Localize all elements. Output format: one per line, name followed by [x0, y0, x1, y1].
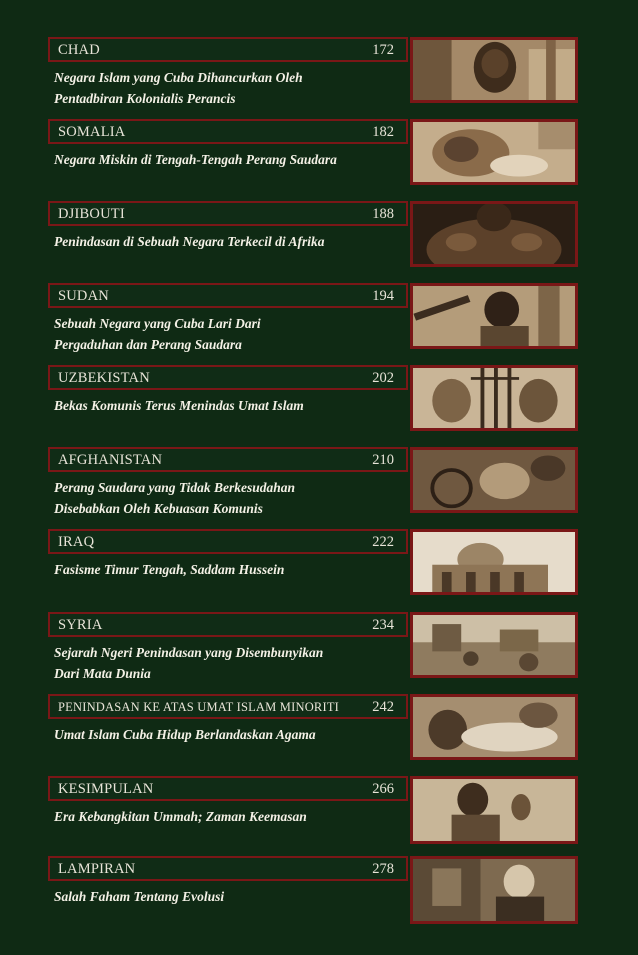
entry-page-number: 266	[372, 781, 394, 797]
entry-title-bar	[48, 365, 408, 390]
entry-subtitle	[54, 724, 404, 745]
entry-page-number: 182	[372, 124, 394, 140]
entry-subtitle	[54, 886, 404, 907]
subtitle-line: Umat Islam Cuba Hidup Berlandaskan Agama	[54, 727, 316, 742]
entry-title: IRAQ	[58, 534, 95, 550]
toc-entry-iraq[interactable]	[0, 529, 638, 611]
ruins-photo	[410, 612, 578, 678]
mosque-dome-photo	[410, 529, 578, 595]
toc-entry-lampiran[interactable]	[0, 856, 638, 938]
entry-title-bar	[48, 119, 408, 144]
toc-entry-djibouti[interactable]	[0, 201, 638, 283]
injured-person-photo	[410, 694, 578, 760]
subtitle-line: Dari Mata Dunia	[54, 666, 151, 681]
subtitle-line: Salah Faham Tentang Evolusi	[54, 889, 225, 904]
bare-back-photo	[410, 201, 578, 267]
entry-subtitle	[54, 642, 404, 684]
entry-title-bar	[48, 856, 408, 881]
entry-title-bar	[48, 201, 408, 226]
entry-subtitle	[54, 313, 404, 355]
subtitle-line: Sebuah Negara yang Cuba Lari Dari	[54, 316, 261, 331]
entry-title: AFGHANISTAN	[58, 452, 163, 468]
prison-bars-photo	[410, 365, 578, 431]
entry-title: DJIBOUTI	[58, 206, 125, 222]
subtitle-line: Pentadbiran Kolonialis Perancis	[54, 91, 236, 106]
entry-title: SOMALIA	[58, 124, 126, 140]
entry-page-number: 210	[372, 452, 394, 468]
entry-title: SUDAN	[58, 288, 109, 304]
entry-title-bar	[48, 283, 408, 308]
man-raising-hand-photo	[410, 776, 578, 844]
entry-title: SYRIA	[58, 617, 103, 633]
entry-title: PENINDASAN KE ATAS UMAT ISLAM MINORITI	[58, 700, 340, 714]
subtitle-line: Penindasan di Sebuah Negara Terkecil di Afrika	[54, 234, 325, 249]
toc-entry-uzbekistan[interactable]	[0, 365, 638, 447]
subtitle-line: Negara Islam yang Cuba Dihancurkan Oleh	[54, 70, 303, 85]
entry-page-number: 188	[372, 206, 394, 222]
toc-entry-sudan[interactable]	[0, 283, 638, 365]
toc-entry-kesimpulan[interactable]	[0, 776, 638, 858]
subtitle-line: Disebabkan Oleh Kebuasan Komunis	[54, 501, 263, 516]
subtitle-line: Bekas Komunis Terus Menindas Umat Islam	[54, 398, 304, 413]
entry-title: KESIMPULAN	[58, 781, 154, 797]
subtitle-line: Fasisme Timur Tengah, Saddam Hussein	[54, 562, 285, 577]
subtitle-line: Negara Miskin di Tengah-Tengah Perang Saudara	[54, 152, 337, 167]
entry-title-bar	[48, 529, 408, 554]
entry-page-number: 242	[372, 699, 394, 715]
entry-page-number: 202	[372, 370, 394, 386]
entry-subtitle	[54, 395, 404, 416]
entry-subtitle	[54, 559, 404, 580]
child-eating-photo	[410, 119, 578, 185]
entry-title-bar	[48, 776, 408, 801]
entry-title-bar	[48, 612, 408, 637]
toc-entry-chad[interactable]	[0, 37, 638, 119]
scientist-portrait-photo	[410, 856, 578, 924]
entry-page-number: 222	[372, 534, 394, 550]
subtitle-line: Perang Saudara yang Tidak Berkesudahan	[54, 480, 296, 495]
entry-page-number: 234	[372, 617, 394, 633]
entry-subtitle	[54, 231, 404, 252]
entry-title-bar	[48, 37, 408, 62]
subtitle-line: Pergaduhan dan Perang Saudara	[54, 337, 242, 352]
subtitle-line: Sejarah Ngeri Penindasan yang Disembunyikan	[54, 645, 324, 660]
entry-page-number: 278	[372, 861, 394, 877]
entry-page-number: 172	[372, 42, 394, 58]
toc-entry-syria[interactable]	[0, 612, 638, 694]
toc-entry-somalia[interactable]	[0, 119, 638, 201]
soldier-with-gun-photo	[410, 283, 578, 349]
entry-page-number: 194	[372, 288, 394, 304]
entry-title-bar	[48, 447, 408, 472]
entry-title: UZBEKISTAN	[58, 370, 150, 386]
wheelchair-photo	[410, 447, 578, 513]
toc-entry-afghanistan[interactable]	[0, 447, 638, 529]
entry-title-bar	[48, 694, 408, 719]
entry-title: CHAD	[58, 42, 100, 58]
toc-entry-minoriti[interactable]	[0, 694, 638, 776]
entry-subtitle	[54, 806, 404, 827]
entry-title: LAMPIRAN	[58, 861, 136, 877]
subtitle-line: Era Kebangkitan Ummah; Zaman Keemasan	[54, 809, 307, 824]
entry-subtitle	[54, 149, 404, 170]
entry-subtitle	[54, 67, 404, 109]
entry-subtitle	[54, 477, 404, 519]
elderly-man-photo	[410, 37, 578, 103]
